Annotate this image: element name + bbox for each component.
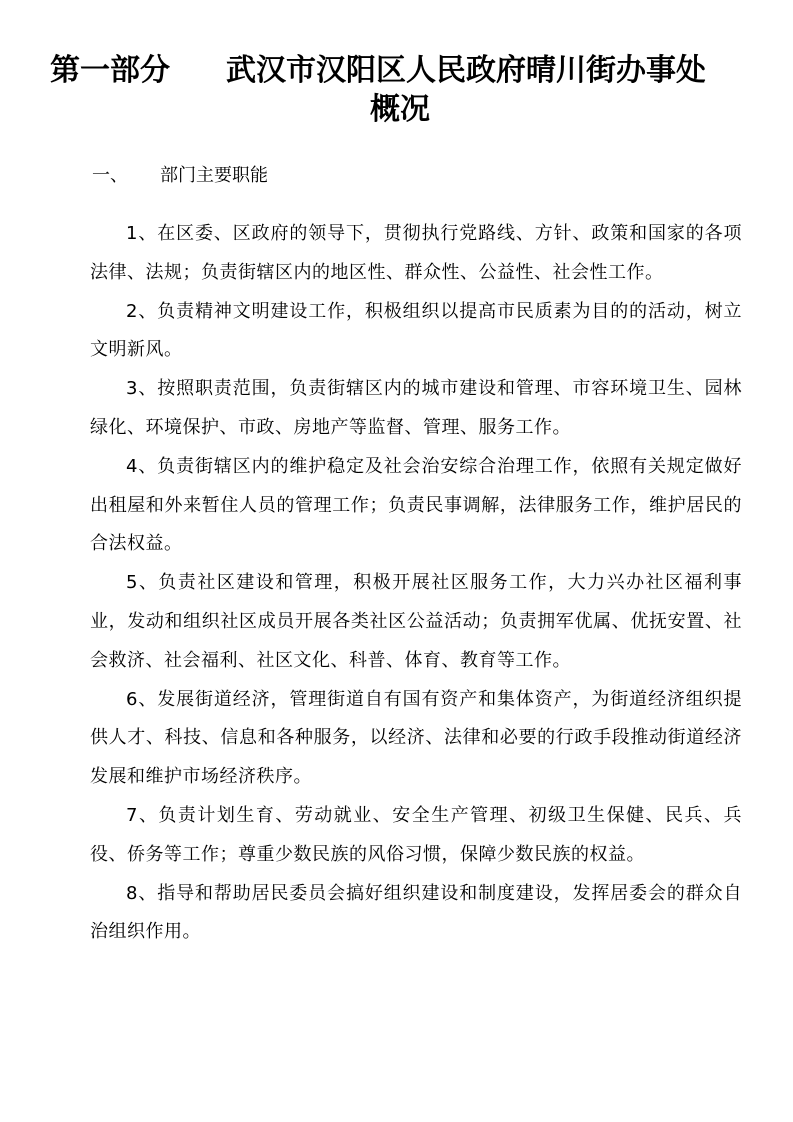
duty-paragraph-8: 8、指导和帮助居民委员会搞好组织建设和制度建设，发挥居委会的群众自治组织作用。: [90, 882, 742, 943]
duty-paragraph-6: 6、发展街道经济，管理街道自有国有资产和集体资产，为街道经济组织提供人才、科技、信息和各种服务，以经济、法律和必要的行政手段推动街道经济发展和维护市场经济秩序。: [90, 688, 742, 788]
duty-paragraph-5: 5、负责社区建设和管理，积极开展社区服务工作，大力兴办社区福利事业，发动和组织社区成员开展各类社区公益活动；负责拥军优属、优抚安置、社会救济、社会福利、社区文化、科普、体育、教育等工作。: [90, 572, 742, 671]
duty-paragraph-3: 3、按照职责范围，负责街辖区内的城市建设和管理、市容环境卫生、园林绿化、环境保护、市政、房地产等监督、管理、服务工作。: [90, 378, 742, 438]
title-organization-name: 武汉市汉阳区人民政府晴川街办事处: [226, 53, 706, 88]
duty-paragraph-2: 2、负责精神文明建设工作，积极组织以提高市民质素为目的的活动，树立文明新风。: [90, 300, 742, 361]
section-heading: [92, 160, 268, 192]
duty-paragraph-7: 7、负责计划生育、劳动就业、安全生产管理、初级卫生保健、民兵、兵役、侨务等工作；尊重少数民族的风俗习惯，保障少数民族的权益。: [90, 804, 742, 865]
body-text: [90, 215, 742, 952]
title-part-label: 第一部分: [50, 53, 170, 88]
section-heading-text: 部门主要职能: [160, 165, 268, 186]
page-title-continuation: 概况: [370, 92, 430, 127]
section-number: 一、: [92, 165, 128, 186]
duty-paragraph-1: 1、在区委、区政府的领导下，贯彻执行党路线、方针、政策和国家的各项法律、法规；负责街辖区内的地区性、群众性、公益性、社会性工作。: [90, 223, 742, 283]
duty-paragraph-4: 4、负责街辖区内的维护稳定及社会治安综合治理工作，依照有关规定做好出租屋和外来暂住人员的管理工作；负责民事调解，法律服务工作，维护居民的合法权益。: [90, 455, 742, 555]
page-title: [50, 49, 750, 93]
